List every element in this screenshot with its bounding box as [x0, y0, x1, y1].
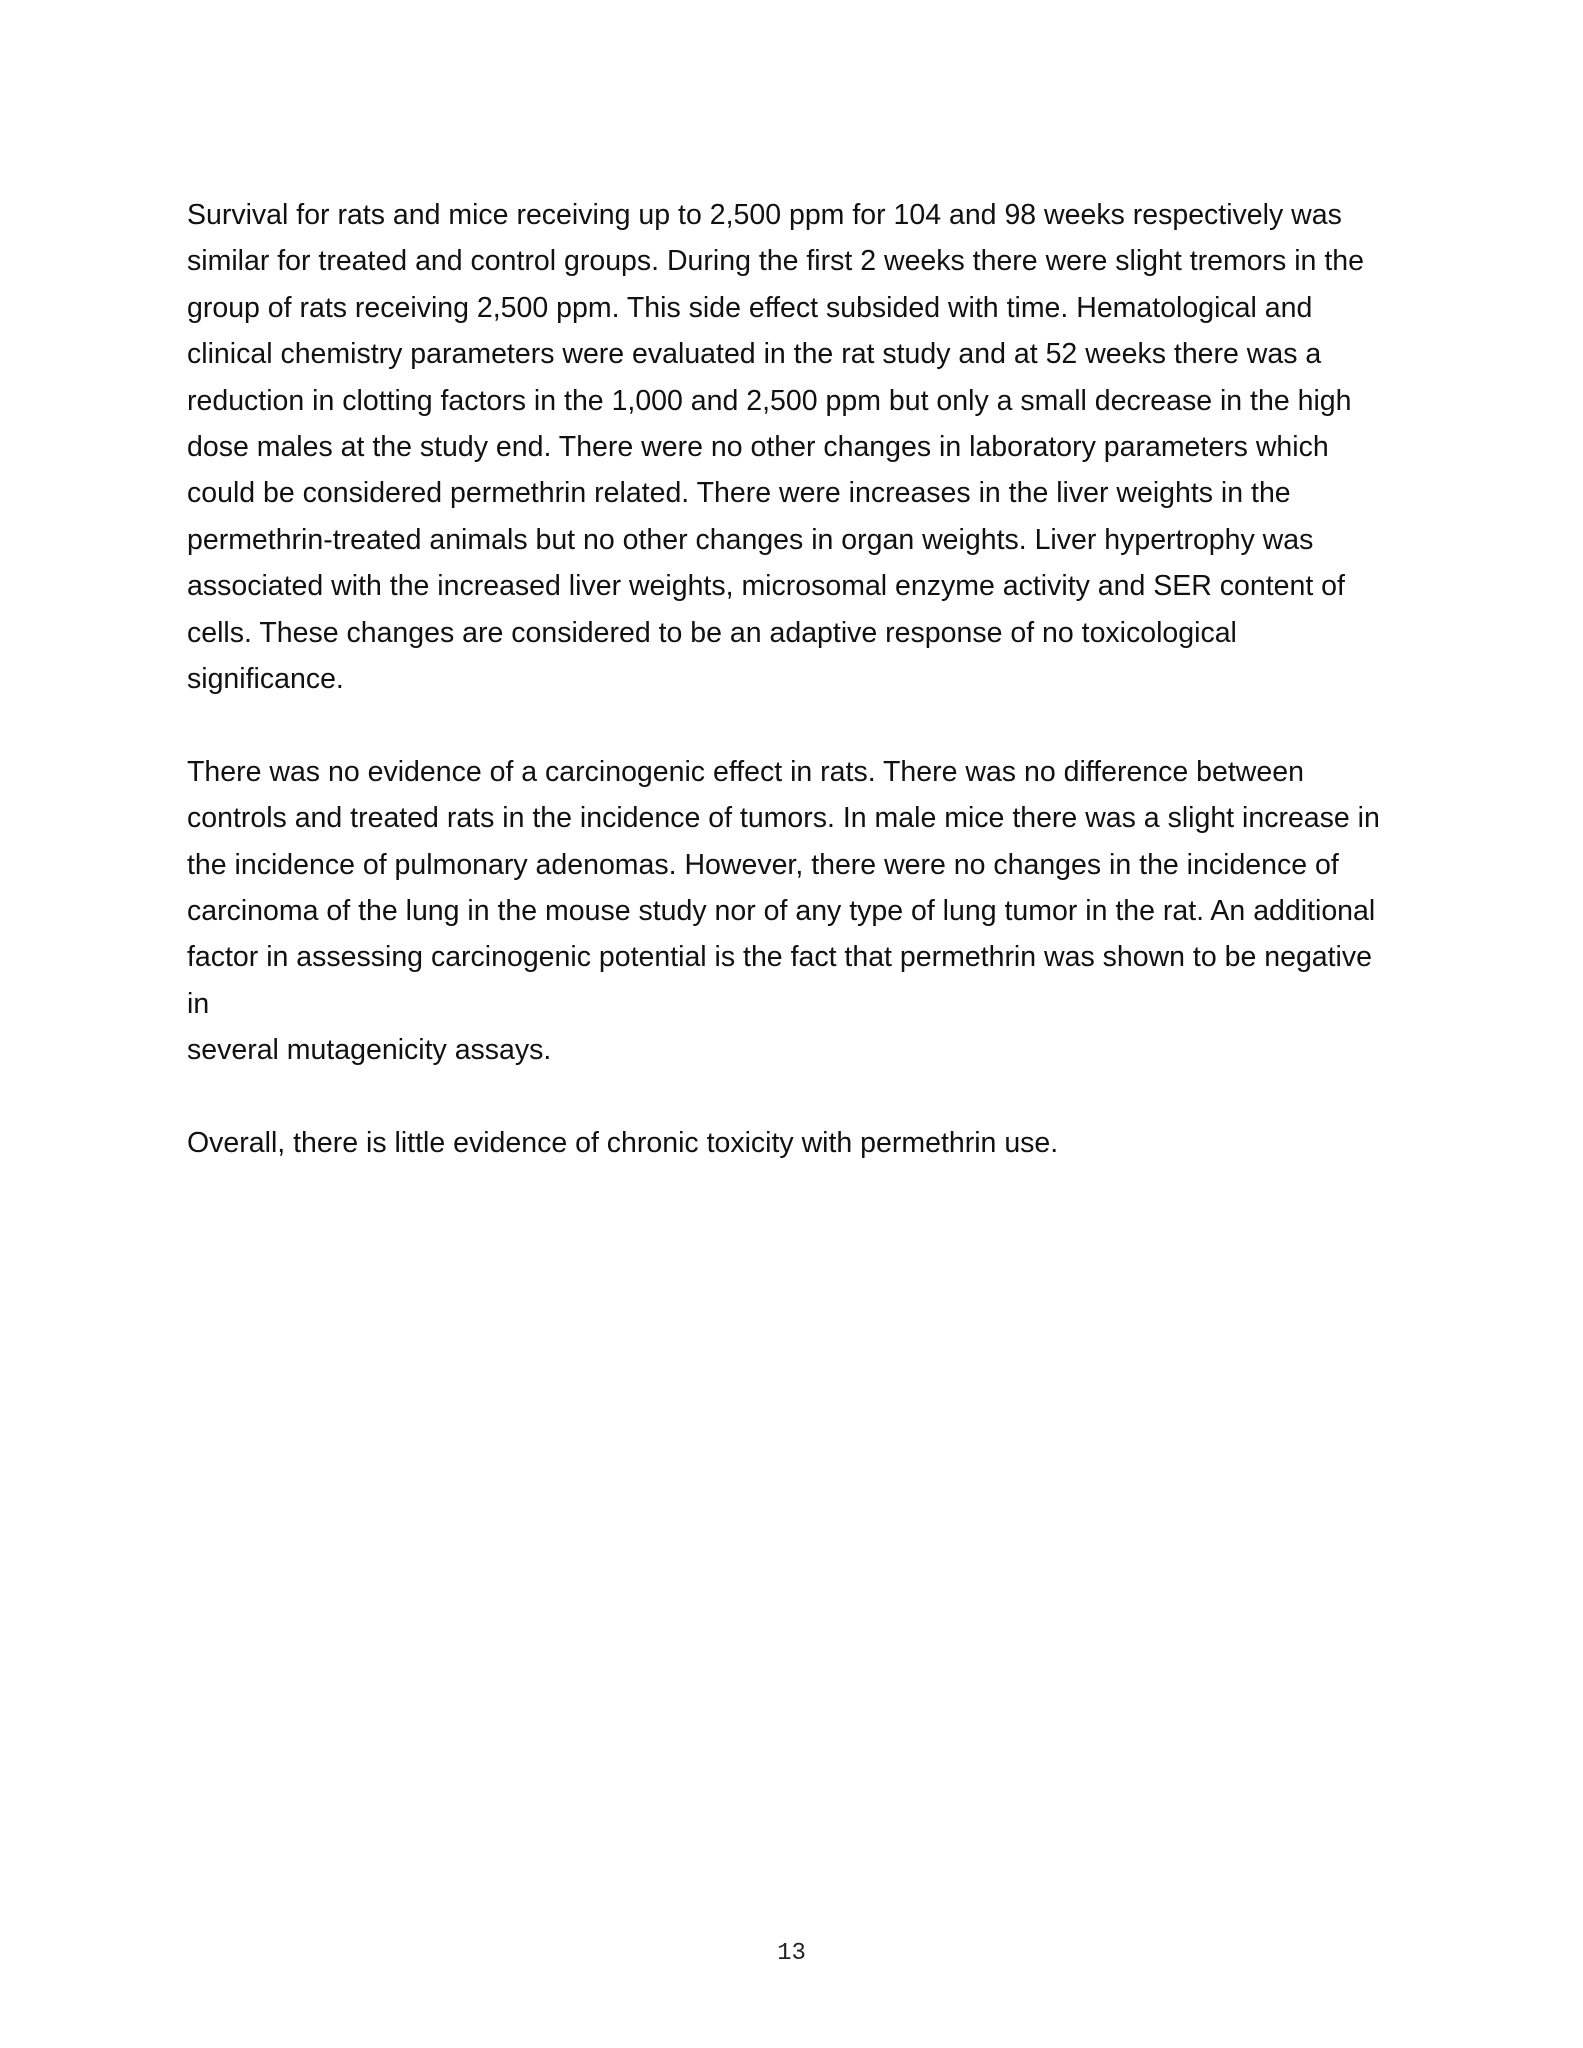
paragraph-carcinogenicity: There was no evidence of a carcinogenic effect in rats. There was no difference between controls and treated rats in the incidence of tumors. In male mice there was a slight increase in the incidence of pulmonary adenomas. However, there were no changes in the incidence of carcinoma of the lung in the mouse study nor of any type of lung tumor in the rat. An additional factor in assessing carcinogenic potential is the fact that permethrin was shown to be negative in several mutagenicity assays.: [187, 755, 1380, 1067]
paragraph-survival: Survival for rats and mice receiving up to 2,500 ppm for 104 and 98 weeks respectively was similar for treated and control groups. During the first 2 weeks there were slight tremors in the group of rats receiving 2,500 ppm. This side effect subsided with time. Hematological and clinical chemistry parameters were evaluated in the rat study and at 52 weeks there was a reduction in clotting factors in the 1,000 and 2,500 ppm but only a small decrease in the high dose males at the study end. There were no other changes in laboratory parameters which could be considered permethrin related. There were increases in the liver weights in the permethrin-treated animals but no other changes in organ weights. Liver hypertrophy was associated with the increased liver weights, microsomal enzyme activity and SER content of cells. These changes are considered to be an adaptive response of no toxicological significance.: [187, 199, 1364, 696]
paragraph-conclusion: Overall, there is little evidence of chronic toxicity with permethrin use.: [187, 1127, 1059, 1160]
page-number: 13: [777, 1940, 806, 1967]
document-body: [187, 192, 1402, 1213]
